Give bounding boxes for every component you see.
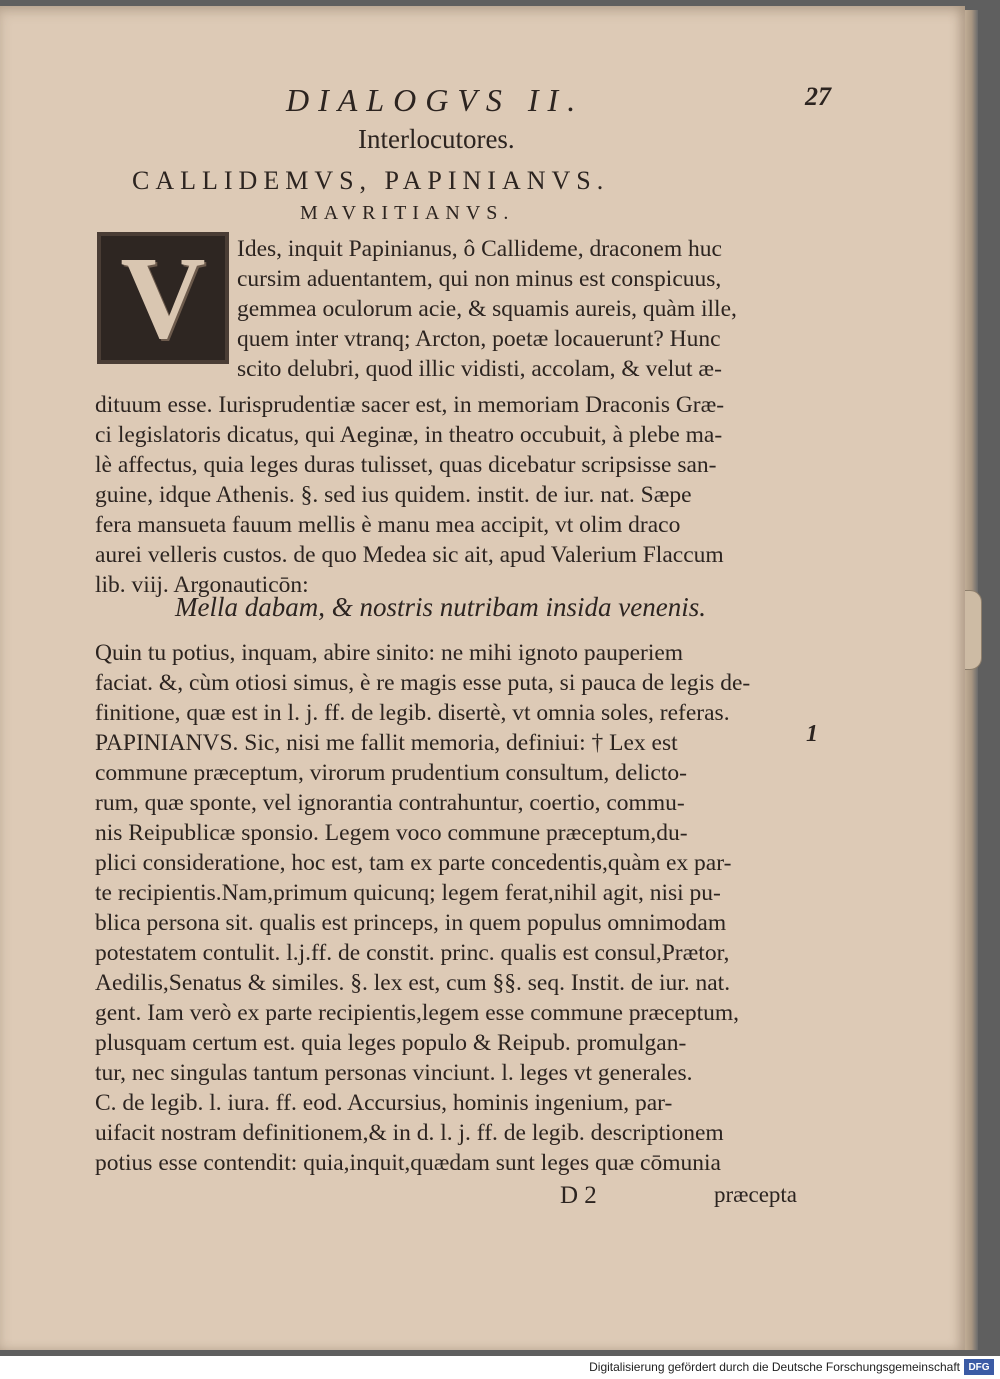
- speakers-line-2: MAVRITIANVS.: [300, 202, 515, 224]
- signature-mark: D 2: [560, 1182, 597, 1209]
- verse-quotation: Mella dabam, & nostris nutribam insida venenis.: [175, 592, 706, 622]
- text-line: cursim aduentantem, qui non minus est conspicuus,: [237, 266, 722, 292]
- speakers-line-1: CALLIDEMVS, PAPINIANVS.: [132, 166, 610, 195]
- text-line: plici consideratione, hoc est, tam ex parte concedentis,quàm ex par-: [95, 850, 732, 876]
- text-line: Aedilis,Senatus & similes. §. lex est, cum §§. seq. Instit. de iur. nat.: [95, 970, 731, 996]
- text-line: faciat. &, cùm otiosi simus, è re magis esse puta, si pauca de legis de-: [95, 670, 751, 696]
- text-line: potius esse contendit: quia,inquit,quædam sunt leges quæ cōmunia: [95, 1150, 721, 1176]
- text-line: aurei velleris custos. de quo Medea sic ait, apud Valerium Flaccum: [95, 542, 724, 568]
- margin-note: 1: [806, 721, 818, 747]
- text-line: scito delubri, quod illic vidisti, accolam, & velut æ-: [237, 356, 722, 382]
- text-line: gent. Iam verò ex parte recipientis,legem esse commune præceptum,: [95, 1000, 740, 1026]
- text-line: C. de legib. l. iura. ff. eod. Accursius, hominis ingenium, par-: [95, 1090, 673, 1116]
- text-line: quem inter vtranq; Arcton, poetæ locauerunt? Hunc: [237, 326, 721, 352]
- book-page: [0, 6, 965, 1350]
- text-line: Ides, inquit Papinianus, ô Callideme, draconem huc: [237, 236, 722, 262]
- text-line: plusquam certum est. quia leges populo & Reipub. promulgan-: [95, 1030, 687, 1056]
- interlocutores-heading: Interlocutores.: [358, 124, 515, 154]
- text-line: blica persona sit. qualis est princeps, in quem populus omnimodam: [95, 910, 727, 936]
- text-line: lè affectus, quia leges duras tulisset, quas dicebatur scripsisse san-: [95, 452, 717, 478]
- initial-letter: V: [120, 232, 206, 363]
- footer-bar: [0, 1356, 1000, 1379]
- text-line: potestatem contulit. l.j.ff. de constit. princ. qualis est consul,Prætor,: [95, 940, 730, 966]
- text-line: tur, nec singulas tantum personas vinciunt. l. leges vt generales.: [95, 1060, 693, 1086]
- text-line: ci legislatoris dicatus, qui Aeginæ, in theatro occubuit, à plebe ma-: [95, 422, 723, 448]
- text-line: te recipientis.Nam,primum quicunq; legem ferat,nihil agit, nisi pu-: [95, 880, 721, 906]
- text-line: uifacit nostram definitionem,& in d. l. j. ff. de legib. descriptionem: [95, 1120, 724, 1146]
- text-line: finitione, quæ est in l. j. ff. de legib. disertè, vt omnia soles, referas.: [95, 700, 730, 726]
- running-head: DIALOGVS II.: [286, 82, 585, 118]
- text-line: guine, idque Athenis. §. sed ius quidem. instit. de iur. nat. Sæpe: [95, 482, 692, 508]
- text-line: Quin tu potius, inquam, abire sinito: ne mihi ignoto pauperiem: [95, 640, 684, 666]
- text-line: dituum esse. Iurisprudentiæ sacer est, in memoriam Draconis Græ-: [95, 392, 725, 418]
- text-line: lib. viij. Argonauticōn:: [95, 572, 309, 598]
- dfg-logo: DFG: [964, 1359, 994, 1375]
- text-line: nis Reipublicæ sponsio. Legem voco commune præceptum,du-: [95, 820, 688, 846]
- text-line: PAPINIANVS. Sic, nisi me fallit memoria, definiui: † Lex est: [95, 730, 678, 756]
- footer-credit: Digitalisierung gefördert durch die Deutsche Forschungsgemeinschaft: [589, 1360, 960, 1374]
- text-line: fera mansueta fauum mellis è manu mea accipit, vt olim draco: [95, 512, 681, 538]
- page-number: 27: [805, 82, 831, 111]
- catchword: præcepta: [714, 1182, 798, 1207]
- text-line: rum, quæ sponte, vel ignorantia contrahuntur, coertio, commu-: [95, 790, 685, 816]
- decorated-initial: [97, 232, 229, 364]
- text-line: gemmea oculorum acie, & squamis aureis, quàm ille,: [237, 296, 737, 322]
- text-line: commune præceptum, virorum prudentium consultum, delicto-: [95, 760, 687, 786]
